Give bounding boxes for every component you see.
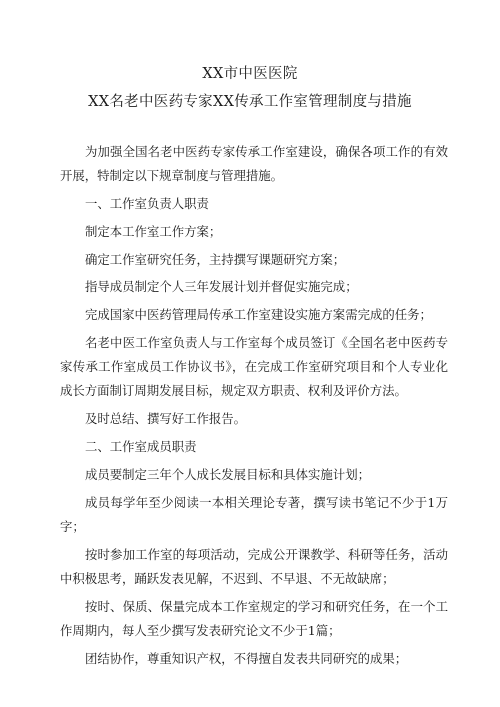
paragraph-intro: 为加强全国名老中医药专家传承工作室建设，确保各项工作的有效开展，特制定以下规章制度与管理措施。	[60, 144, 448, 184]
document-body	[60, 140, 448, 674]
organization-title: XX市中医医院	[202, 66, 298, 82]
paragraph: 团结协作，尊重知识产权，不得擅自发表共同研究的成果；	[85, 650, 408, 666]
paragraph: 按时、保质、保量完成本工作室规定的学习和研究任务，在一个工作周期内，每人至少撰写发表研究论文不少于1篇；	[60, 598, 448, 638]
paragraph: 制定本工作室工作方案；	[85, 223, 222, 239]
paragraph: 成员每学年至少阅读一本相关理论专著，撰写读书笔记不少于1万字；	[60, 494, 448, 534]
paragraph: 及时总结、撰写好工作报告。	[85, 411, 247, 427]
paragraph: 名老中医工作室负责人与工作室每个成员签订《全国名老中医药专家传承工作室成员工作协议书》，在完成工作室研究项目和个人专业化成长方面制订周期发展目标，规定双方职责、权利及评价方法。	[60, 334, 448, 399]
paragraph: 确定工作室研究任务，主持撰写课题研究方案；	[85, 251, 346, 267]
paragraph: 指导成员制定个人三年发展计划并督促实施完成；	[85, 279, 358, 295]
section-heading-member-duties: 二、工作室成员职责	[85, 438, 197, 454]
paragraph: 按时参加工作室的每项活动，完成公开课教学、科研等任务，活动中积极思考，踊跃发表见解，不迟到、不早退、不无故缺席；	[60, 546, 448, 586]
document-title: XX名老中医药专家XX传承工作室管理制度与措施	[88, 94, 412, 110]
paragraph: 成员要制定三年个人成长发展目标和具体实施计划；	[85, 466, 370, 482]
section-heading-leader-duties: 一、工作室负责人职责	[85, 196, 209, 211]
paragraph: 完成国家中医药管理局传承工作室建设实施方案需完成的任务；	[85, 307, 432, 323]
